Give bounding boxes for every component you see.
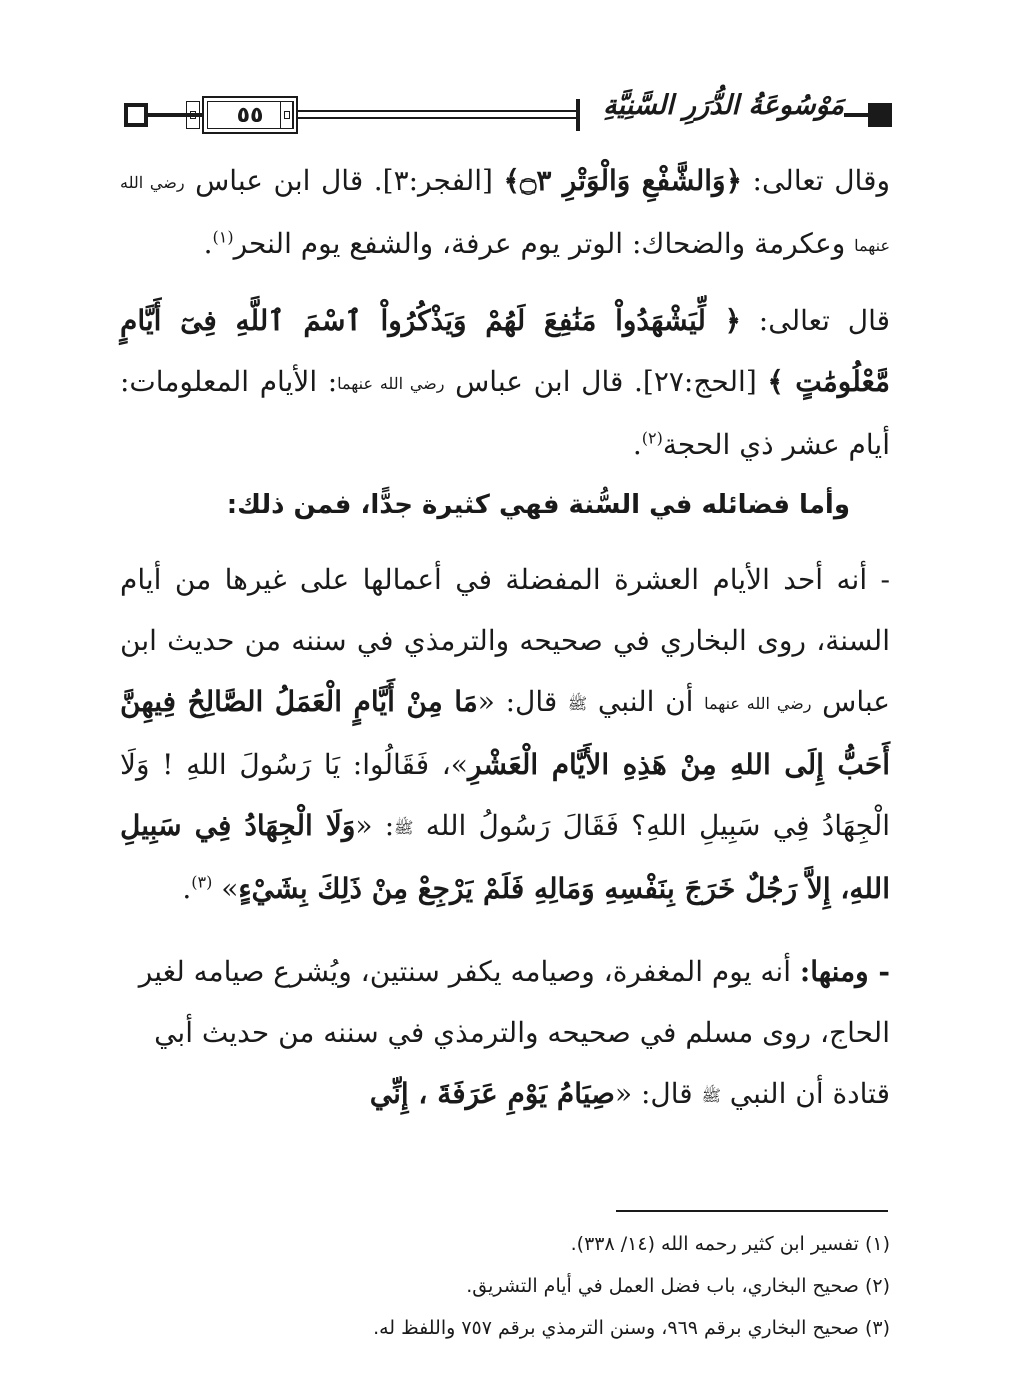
honorific-radiallah: رضي الله عنهما xyxy=(337,374,445,393)
text: : « xyxy=(355,809,395,842)
footnote-separator xyxy=(616,1210,888,1212)
text: وعكرمة والضحاك: الوتر يوم عرفة، والشفع يوم xyxy=(300,227,855,260)
text: »، فَقَالُوا: يَا رَسُولَ اللهِ ! وَلَا الْجِهَادُ فِي سَبِيلِ اللهِ؟ فَقَالَ رَسُولُ الله xyxy=(120,748,891,842)
text: قال: « xyxy=(614,1077,702,1110)
page-body xyxy=(120,150,890,1126)
header-left-square xyxy=(124,103,148,127)
footnote-3: (٣) صحيح البخاري برقم ٩٦٩، وسنن الترمذي برقم ٧٥٧ واللفظ له. xyxy=(373,1317,890,1339)
footnote-ref-2[interactable]: (٢) xyxy=(641,428,663,448)
text: [الفجر:٣]. قال ابن xyxy=(273,164,504,197)
honorific-salawat: ﷺ xyxy=(394,818,414,837)
hadith-text: مَا مِنْ أَيَّامٍ الْعَمَلُ الصَّالِحُ فِيهِنَّ أَحَبُّ إِلَى اللهِ مِنْ هَذِهِ الأَيَّام الْعَشْرِ xyxy=(120,685,890,781)
hadith-text: صِيَامُ يَوْمِ عَرَفَةَ ، إِنِّي xyxy=(369,1077,615,1110)
paragraph-fajr-verse xyxy=(120,150,890,276)
footnotes xyxy=(120,1223,890,1349)
quran-verse: ﴿ لِّيَشْهَدُواْ مَنَٰفِعَ لَهُمْ وَيَذْكُرُواْ ٱسْمَ ٱللَّهِ فِىٓ أَيَّامٍ مَّعْلُومَٰتٍ ﴾ xyxy=(120,304,890,398)
header-rule-right xyxy=(844,113,868,117)
text: النحر xyxy=(233,227,292,260)
paragraph-hajj-verse xyxy=(120,290,890,475)
text: : الأيام المعلومات: أيام عشر ذي الحجة xyxy=(120,365,890,461)
header-ornament-right xyxy=(280,101,294,129)
header-rule-middle-top xyxy=(298,110,576,112)
text: . xyxy=(632,428,642,461)
honorific-radiallah: رضي الله عنهما xyxy=(704,694,812,713)
text: - أنه أحد الأيام العشرة المفضلة في أعمالها على غيرها من أيام السنة، روى البخاري في صحيحه والترمذي في سننه من حديث ابن عباس xyxy=(120,563,891,718)
book-title: مَوْسُوعَةُ الدُّرَرِ السَّنِيَّةِ xyxy=(603,90,844,121)
page-header xyxy=(122,86,892,146)
page-number: ٥٥ xyxy=(236,102,264,128)
text: عباس xyxy=(184,164,263,197)
footnote-ref-3[interactable]: (٣) xyxy=(191,872,213,892)
section-heading: وأما فضائله في السُّنة فهي كثيرة جدًّا، فمن ذلك: xyxy=(226,490,850,520)
hadith-text: وَلَا الْجِهَادُ فِي سَبِيلِ اللهِ، إِلاَّ رَجُلٌ خَرَجَ بِنَفْسِهِ وَمَالِهِ فَلَمْ يَرْجِعْ مِنْ ذَلِكَ بِشَيْءٍ xyxy=(120,809,890,905)
footnote-ref-1[interactable]: (١) xyxy=(212,227,234,247)
paragraph-first-virtue xyxy=(120,549,890,919)
text: . xyxy=(203,227,213,260)
lead-word: - ومنها: xyxy=(799,955,890,988)
footnote-1: (١) تفسير ابن كثير رحمه الله (١٤/ ٣٣٨). xyxy=(570,1233,890,1255)
text: أن النبي xyxy=(587,685,705,718)
paragraph-second-virtue xyxy=(120,941,890,1126)
text: [الحج:٢٧]. قال ابن عباس xyxy=(444,365,768,398)
honorific-salawat: ﷺ xyxy=(567,694,588,713)
text: قال: « xyxy=(477,685,568,718)
text: أنه يوم المغفرة، وصيامه يكفر سنتين، ويُشرع صيامه لغير الحاج، روى مسلم في صحيحه والترمذي في سننه من حديث أبي قتادة أن النبي xyxy=(138,955,890,1110)
text: » xyxy=(212,872,239,905)
header-rule-middle-bottom xyxy=(298,117,576,119)
header-right-square xyxy=(868,103,892,127)
footnote-2: (٢) صحيح البخاري، باب فضل العمل في أيام التشريق. xyxy=(466,1275,890,1297)
honorific-radiallah: رضي الله عنهما xyxy=(120,173,890,255)
quran-verse: ﴿وَالشَّفْعِ وَالْوَتْرِ ۝٣﴾ xyxy=(503,164,742,197)
header-ornament-left xyxy=(186,101,200,129)
text: قال تعالى: xyxy=(741,304,890,337)
text: وقال تعالى: xyxy=(741,164,890,197)
header-bar-mark xyxy=(576,99,580,131)
honorific-salawat: ﷺ xyxy=(701,1086,721,1105)
text: . xyxy=(182,872,192,905)
